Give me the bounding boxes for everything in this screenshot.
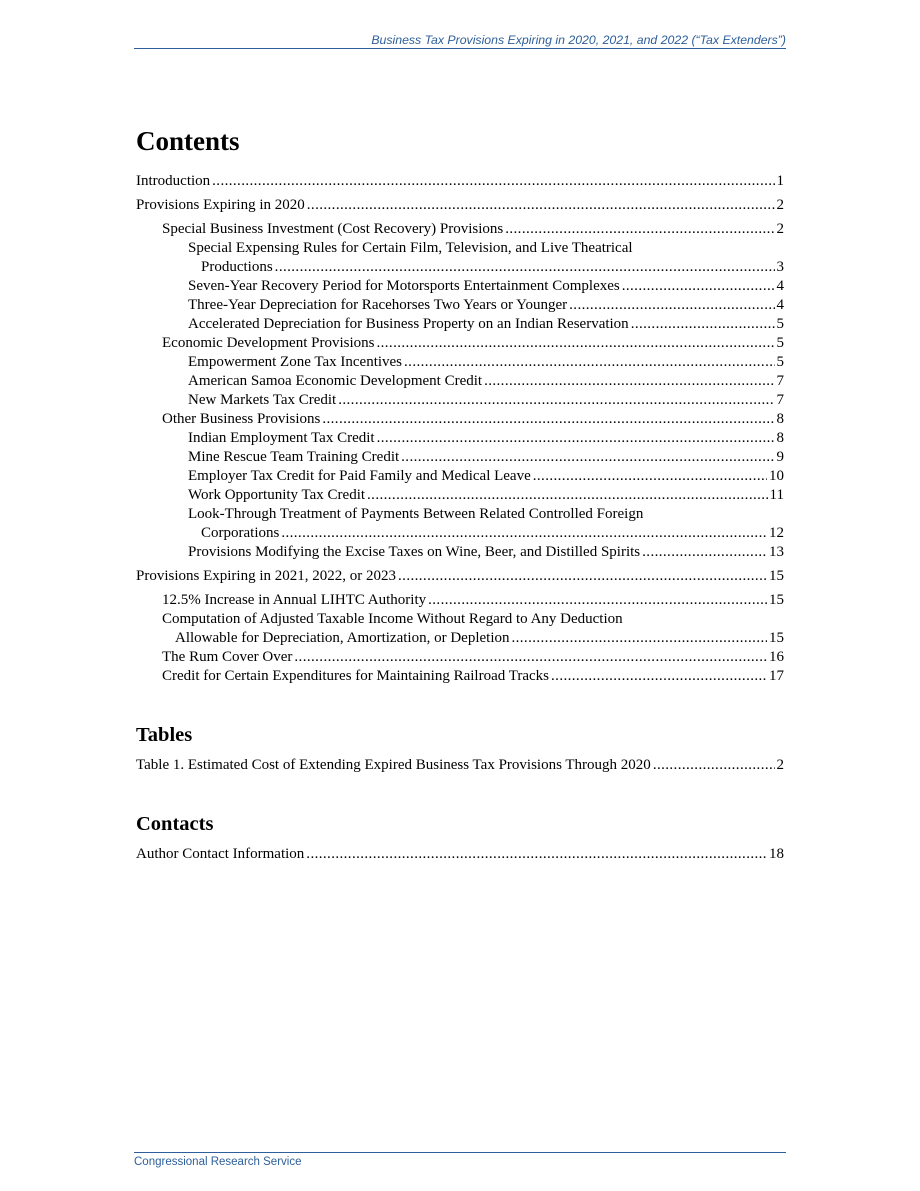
toc-page-number: 7 xyxy=(776,373,784,389)
toc-entry[interactable] xyxy=(136,648,784,667)
leader-dots xyxy=(622,277,775,296)
toc-page-number: 16 xyxy=(769,649,784,665)
leader-dots xyxy=(511,629,767,648)
toc-page-number: 4 xyxy=(776,297,784,313)
contents-list xyxy=(136,172,784,686)
footer-org: Congressional Research Service xyxy=(134,1156,302,1168)
toc-entry[interactable] xyxy=(136,610,784,648)
toc-entry-title: The Rum Cover Over xyxy=(162,649,293,665)
toc-entry-title: Seven-Year Recovery Period for Motorsports Entertainment Complexes xyxy=(188,278,620,294)
toc-entry-row xyxy=(188,353,784,372)
toc-entry[interactable] xyxy=(136,334,784,353)
leader-dots xyxy=(404,353,774,372)
toc-page-number: 15 xyxy=(769,592,784,608)
leader-dots xyxy=(212,172,774,191)
toc-page-number: 2 xyxy=(776,757,784,773)
toc-entry-title: Economic Development Provisions xyxy=(162,335,375,351)
leader-dots xyxy=(367,486,768,505)
toc-entry[interactable] xyxy=(136,429,784,448)
toc-page-number: 5 xyxy=(776,354,784,370)
toc-entry-title-continued: Productions xyxy=(201,259,273,275)
toc-entry-row xyxy=(136,567,784,586)
toc-page-number: 15 xyxy=(769,630,784,646)
toc-entry-title: Author Contact Information xyxy=(136,846,305,862)
toc-entry[interactable] xyxy=(136,486,784,505)
toc-page-number: 2 xyxy=(776,197,784,213)
tables-list xyxy=(136,756,784,775)
tables-heading: Tables xyxy=(136,724,193,746)
toc-entry[interactable] xyxy=(136,315,784,334)
toc-entry[interactable] xyxy=(136,296,784,315)
toc-entry-row xyxy=(188,448,784,467)
leader-dots xyxy=(281,524,767,543)
toc-page-number: 5 xyxy=(776,316,784,332)
toc-page xyxy=(136,124,784,864)
leader-dots xyxy=(551,667,767,686)
running-title: Business Tax Provisions Expiring in 2020, 2021, and 2022 (“Tax Extenders”) xyxy=(371,33,786,47)
toc-entry[interactable] xyxy=(136,220,784,239)
toc-entry[interactable] xyxy=(136,372,784,391)
toc-page-number: 5 xyxy=(776,335,784,351)
toc-entry-row xyxy=(162,667,784,686)
toc-entry[interactable] xyxy=(136,591,784,610)
toc-entry-title: Employer Tax Credit for Paid Family and Medical Leave xyxy=(188,468,531,484)
toc-entry[interactable] xyxy=(136,239,784,277)
page-footer xyxy=(134,1152,786,1168)
toc-entry-row xyxy=(188,391,784,410)
toc-entry-row xyxy=(162,410,784,429)
leader-dots xyxy=(533,467,767,486)
toc-entry[interactable] xyxy=(136,196,784,215)
toc-page-number: 18 xyxy=(769,846,784,862)
toc-entry-title: Mine Rescue Team Training Credit xyxy=(188,449,400,465)
toc-page-number: 11 xyxy=(769,487,784,503)
toc-entry[interactable] xyxy=(136,567,784,586)
toc-entry-row xyxy=(188,543,784,562)
toc-page-number: 3 xyxy=(776,259,784,275)
toc-entry-title: Special Expensing Rules for Certain Film, Television, and Live Theatrical xyxy=(188,240,633,256)
toc-entry-row xyxy=(136,172,784,191)
leader-dots xyxy=(631,315,775,334)
toc-entry-row xyxy=(188,258,784,277)
toc-entry[interactable] xyxy=(136,448,784,467)
toc-page-number: 9 xyxy=(776,449,784,465)
contacts-list xyxy=(136,845,784,864)
toc-entry[interactable] xyxy=(136,172,784,191)
toc-entry-row xyxy=(136,196,784,215)
leader-dots xyxy=(505,220,774,239)
toc-entry[interactable] xyxy=(136,391,784,410)
leader-dots xyxy=(377,429,775,448)
toc-entry-title: Introduction xyxy=(136,173,211,189)
toc-entry-row xyxy=(162,334,784,353)
toc-entry-row xyxy=(188,315,784,334)
leader-dots xyxy=(275,258,775,277)
toc-entry-title: Three-Year Depreciation for Racehorses Two Years or Younger xyxy=(188,297,568,313)
toc-entry-row xyxy=(188,467,784,486)
toc-entry-title: Indian Employment Tax Credit xyxy=(188,430,375,446)
toc-entry-title-continued: Corporations xyxy=(201,525,280,541)
toc-entry[interactable] xyxy=(136,467,784,486)
toc-entry-row xyxy=(162,648,784,667)
toc-entry-title: Provisions Expiring in 2021, 2022, or 2023 xyxy=(136,568,397,584)
toc-entry-title: Computation of Adjusted Taxable Income Without Regard to Any Deduction xyxy=(162,611,623,627)
toc-entry-row xyxy=(188,296,784,315)
toc-entry-row xyxy=(162,220,784,239)
leader-dots xyxy=(398,567,767,586)
toc-entry-title: Provisions Expiring in 2020 xyxy=(136,197,305,213)
toc-entry-row xyxy=(188,524,784,543)
toc-page-number: 15 xyxy=(769,568,784,584)
toc-page-number: 7 xyxy=(776,392,784,408)
toc-entry-title: Other Business Provisions xyxy=(162,411,321,427)
contacts-heading: Contacts xyxy=(136,813,214,835)
toc-entry-title: Work Opportunity Tax Credit xyxy=(188,487,366,503)
toc-page-number: 8 xyxy=(776,430,784,446)
toc-entry-title: Accelerated Depreciation for Business Property on an Indian Reservation xyxy=(188,316,629,332)
toc-entry-row xyxy=(188,429,784,448)
toc-entry[interactable] xyxy=(136,756,784,775)
leader-dots xyxy=(306,845,767,864)
toc-page-number: 10 xyxy=(769,468,784,484)
toc-entry-title-continued: Allowable for Depreciation, Amortization, or Depletion xyxy=(175,630,510,646)
contents-heading: Contents xyxy=(136,126,240,156)
toc-entry[interactable] xyxy=(136,505,784,543)
toc-entry-row xyxy=(162,591,784,610)
tables-section xyxy=(136,722,784,775)
toc-entry-title: Provisions Modifying the Excise Taxes on Wine, Beer, and Distilled Spirits xyxy=(188,544,641,560)
leader-dots xyxy=(428,591,767,610)
toc-page-number: 13 xyxy=(769,544,784,560)
contacts-section xyxy=(136,811,784,864)
toc-entry-title: Table 1. Estimated Cost of Extending Expired Business Tax Provisions Through 2020 xyxy=(136,757,651,773)
toc-entry-row xyxy=(136,756,784,775)
toc-entry[interactable] xyxy=(136,667,784,686)
leader-dots xyxy=(653,756,775,775)
leader-dots xyxy=(569,296,774,315)
toc-entry[interactable] xyxy=(136,845,784,864)
toc-entry-title: American Samoa Economic Development Credit xyxy=(188,373,483,389)
leader-dots xyxy=(376,334,774,353)
running-header xyxy=(134,33,786,49)
toc-entry[interactable] xyxy=(136,277,784,296)
toc-entry[interactable] xyxy=(136,353,784,372)
toc-page-number: 1 xyxy=(776,173,784,189)
toc-page-number: 4 xyxy=(776,278,784,294)
toc-entry-row xyxy=(162,629,784,648)
toc-entry-title: 12.5% Increase in Annual LIHTC Authority xyxy=(162,592,427,608)
toc-entry-title: Look-Through Treatment of Payments Between Related Controlled Foreign xyxy=(188,506,644,522)
leader-dots xyxy=(484,372,774,391)
toc-entry-row xyxy=(136,845,784,864)
leader-dots xyxy=(322,410,774,429)
leader-dots xyxy=(294,648,767,667)
leader-dots xyxy=(338,391,774,410)
toc-page-number: 8 xyxy=(776,411,784,427)
toc-entry-title: Special Business Investment (Cost Recovery) Provisions xyxy=(162,221,504,237)
toc-entry-title: New Markets Tax Credit xyxy=(188,392,337,408)
toc-entry-row xyxy=(188,486,784,505)
toc-entry-row xyxy=(188,277,784,296)
toc-entry-row xyxy=(188,372,784,391)
toc-page-number: 2 xyxy=(776,221,784,237)
toc-page-number: 17 xyxy=(769,668,784,684)
toc-entry[interactable] xyxy=(136,410,784,429)
leader-dots xyxy=(401,448,774,467)
toc-entry-title: Credit for Certain Expenditures for Maintaining Railroad Tracks xyxy=(162,668,550,684)
leader-dots xyxy=(307,196,775,215)
leader-dots xyxy=(642,543,767,562)
toc-page-number: 12 xyxy=(769,525,784,541)
toc-entry-title: Empowerment Zone Tax Incentives xyxy=(188,354,403,370)
toc-entry[interactable] xyxy=(136,543,784,562)
